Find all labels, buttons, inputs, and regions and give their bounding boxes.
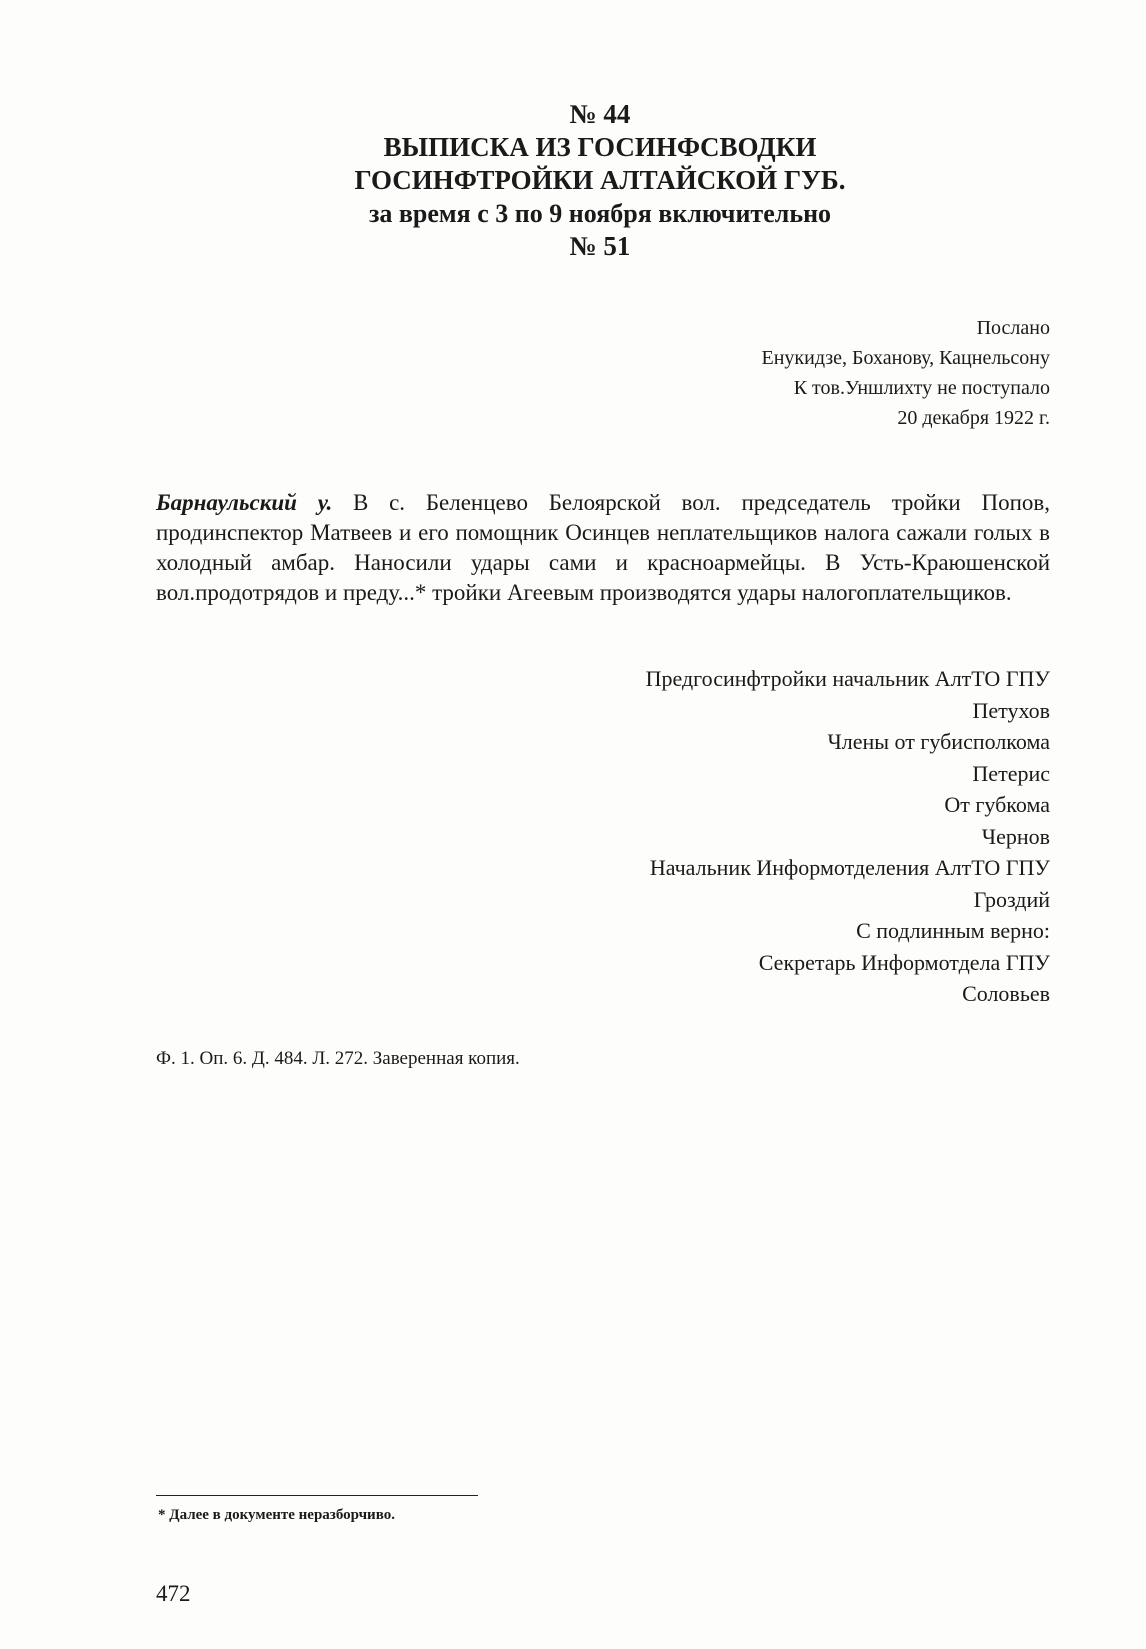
document-title-line-1: ВЫПИСКА ИЗ ГОСИНФСВОДКИ — [383, 132, 817, 162]
signature-name: Гроздий — [973, 886, 1050, 912]
distribution-note — [761, 313, 1050, 433]
signature-title: Предгосинфтройки начальник АлтТО ГПУ — [645, 666, 1050, 691]
signature-title: Начальник Информотделения АлтТО ГПУ — [649, 855, 1050, 880]
signature-title: Члены от губисполкома — [827, 729, 1050, 754]
footnote-divider — [156, 1495, 478, 1496]
signature-name: Чернов — [981, 823, 1050, 849]
report-text: В с. Беленцево Белоярской вол. председатель тройки Попов, продинспектор Матвеев и его помощник Осинцев неплательщиков налога сажали голых в холодный амбар. Наносили удары сами и красноармейцы. В Усть-Краюшенской вол.продотрядов и преду...* тройки Агеевым производятся удары налогоплательщиков. — [156, 490, 1050, 605]
document-period: за время с 3 по 9 ноября включительно — [368, 199, 832, 228]
footnote: * Далее в документе неразборчиво. — [158, 1507, 395, 1523]
certifier-name: Соловьев — [962, 981, 1050, 1006]
signature-name: Петерис — [972, 760, 1050, 786]
signature-title: От губкома — [944, 792, 1050, 817]
district-name: Барнаульский у. — [156, 490, 333, 515]
signature-name: Петухов — [972, 697, 1050, 723]
report-body — [156, 488, 1050, 608]
sent-not-received: К тов.Уншлихту не поступало — [793, 377, 1050, 399]
sent-label: Послано — [976, 317, 1050, 339]
sent-date: 20 декабря 1922 г. — [897, 407, 1050, 429]
signature-block — [646, 663, 1050, 1010]
document-title-line-2: ГОСИНФТРОЙКИ АЛТАЙСКОЙ ГУБ. — [354, 165, 846, 195]
sent-recipients: Енукидзе, Боханову, Кацнельсону — [761, 347, 1050, 369]
page-number: 472 — [156, 1581, 191, 1606]
certifier-title: Секретарь Информотдела ГПУ — [758, 949, 1050, 975]
certification-label: С подлинным верно: — [856, 918, 1050, 943]
document-number: № 44 — [569, 99, 631, 129]
archive-reference: Ф. 1. Оп. 6. Д. 484. Л. 272. Заверенная копия. — [156, 1048, 520, 1069]
report-number: № 51 — [569, 231, 631, 261]
document-header — [150, 98, 1050, 263]
